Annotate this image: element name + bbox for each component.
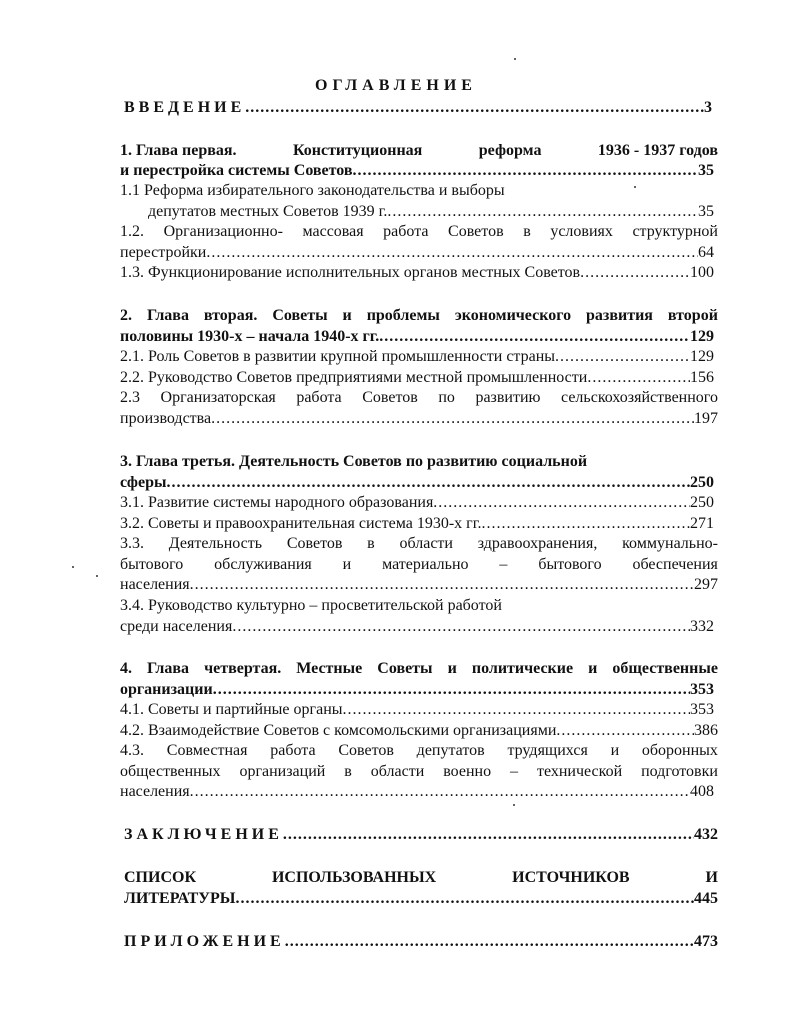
entry-label: ВВЕДЕНИЕ bbox=[124, 99, 246, 116]
word: 1.2. bbox=[120, 223, 144, 240]
word: бытового bbox=[538, 556, 602, 573]
section-4-3-cont2 bbox=[120, 782, 714, 802]
chapter-3-heading: 3. Глава третья. Деятельность Советов по развитию социальной bbox=[120, 453, 588, 470]
word: Деятельность bbox=[168, 535, 263, 552]
heading-word: Местные bbox=[296, 660, 363, 677]
word: – bbox=[499, 556, 508, 573]
word: организаций bbox=[239, 763, 326, 780]
word: в bbox=[523, 223, 531, 240]
heading-word: Советы bbox=[377, 660, 433, 677]
section-3-4: 3.4. Руководство культурно – просветительской работой bbox=[120, 597, 502, 614]
section-1-3 bbox=[120, 263, 714, 283]
word: массовая bbox=[302, 223, 364, 240]
dot-leader bbox=[379, 327, 690, 347]
chapter-1-heading-cont bbox=[120, 161, 714, 181]
heading-word: И bbox=[705, 869, 718, 886]
dot-leader bbox=[283, 825, 694, 845]
word: в bbox=[367, 535, 375, 552]
word: – bbox=[510, 763, 519, 780]
page-number: 353 bbox=[690, 681, 714, 698]
dot-leader bbox=[190, 575, 694, 595]
heading-word: ИСТОЧНИКОВ bbox=[512, 869, 630, 886]
section-3-3-cont2 bbox=[120, 575, 718, 595]
scan-speck bbox=[96, 575, 98, 577]
entry-label: среди населения bbox=[120, 618, 233, 635]
chapter-3-heading-cont bbox=[120, 473, 714, 493]
word: работа bbox=[383, 223, 429, 240]
dot-leader bbox=[343, 700, 691, 720]
word: развитию bbox=[475, 389, 541, 406]
word: военно bbox=[443, 763, 492, 780]
entry-label: 4.2. Взаимодействие Советов с комсомольскими организациями bbox=[120, 722, 557, 739]
section-2-3 bbox=[120, 388, 718, 408]
heading-word: и bbox=[447, 660, 457, 677]
scan-speck bbox=[634, 186, 636, 188]
word: области bbox=[370, 763, 425, 780]
word: материально bbox=[382, 556, 469, 573]
section-3-4-cont bbox=[120, 617, 714, 637]
chapter-2-heading bbox=[120, 306, 718, 326]
entry-label: населения bbox=[120, 576, 190, 593]
section-1-2-cont bbox=[120, 243, 714, 263]
toc-entry-sources-cont bbox=[124, 889, 718, 909]
word: Организаторская bbox=[160, 389, 276, 406]
page-number: 408 bbox=[690, 783, 714, 800]
word: трудящихся bbox=[507, 742, 588, 759]
word: Советов bbox=[448, 223, 504, 240]
page-number: 35 bbox=[698, 162, 714, 179]
page-number: 250 bbox=[690, 494, 714, 511]
heading-word: экономического bbox=[454, 307, 572, 324]
entry-label: половины 1930-х – начала 1940-х гг. bbox=[120, 328, 380, 345]
word: бытового bbox=[120, 556, 184, 573]
entry-label: производства bbox=[120, 410, 212, 427]
page-number: 35 bbox=[698, 203, 714, 220]
dot-leader bbox=[211, 409, 694, 429]
entry-label: 2.2. Руководство Советов предприятиями местной промышленности bbox=[120, 369, 588, 386]
entry-label: ЛИТЕРАТУРЫ bbox=[124, 890, 236, 907]
word: 3.3. bbox=[120, 535, 144, 552]
heading-word: реформа bbox=[478, 142, 542, 159]
chapter-2-heading-cont bbox=[120, 327, 714, 347]
word: работа bbox=[296, 389, 342, 406]
dot-leader bbox=[235, 889, 694, 909]
heading-word: 2. bbox=[120, 307, 132, 324]
page-number: 100 bbox=[690, 264, 714, 281]
scan-speck bbox=[72, 566, 74, 568]
dot-leader bbox=[206, 243, 698, 263]
entry-label: и перестройка системы Советов bbox=[120, 162, 353, 179]
dot-leader bbox=[213, 680, 690, 700]
heading-word: развития bbox=[586, 307, 653, 324]
toc-entry-conclusion bbox=[124, 825, 718, 845]
chapter-1-heading bbox=[120, 141, 718, 161]
entry-label: ПРИЛОЖЕНИЕ bbox=[124, 933, 285, 950]
dot-leader bbox=[587, 368, 690, 388]
toc-entry-sources bbox=[124, 868, 718, 888]
page-number: 271 bbox=[690, 515, 714, 532]
page-number: 445 bbox=[694, 890, 718, 907]
word: Советов bbox=[362, 389, 418, 406]
entry-label: 2.1. Роль Советов в развитии крупной промышленности страны bbox=[120, 348, 556, 365]
entry-label: 3.1. Развитие системы народного образования bbox=[120, 494, 434, 511]
entry-label: населения bbox=[120, 783, 190, 800]
entry-label: ЗАКЛЮЧЕНИЕ bbox=[124, 826, 283, 843]
word: здравоохранения, bbox=[477, 535, 598, 552]
word: технической bbox=[536, 763, 623, 780]
word: Советов bbox=[286, 535, 343, 552]
section-4-2 bbox=[120, 721, 718, 741]
section-2-2 bbox=[120, 368, 714, 388]
word: по bbox=[438, 389, 455, 406]
heading-word: ИСПОЛЬЗОВАННЫХ bbox=[271, 869, 437, 886]
heading-word: четвертая. bbox=[204, 660, 282, 677]
heading-word: Глава bbox=[147, 660, 190, 677]
word: Советов bbox=[338, 742, 394, 759]
word: коммунально- bbox=[622, 535, 718, 552]
word: подготовки bbox=[641, 763, 718, 780]
section-3-1 bbox=[120, 493, 714, 513]
heading-word: политические bbox=[471, 660, 574, 677]
word: Организационно- bbox=[163, 223, 283, 240]
dot-leader bbox=[482, 514, 691, 534]
section-3-3-cont bbox=[120, 555, 718, 575]
page-number: 156 bbox=[690, 369, 714, 386]
section-3-3 bbox=[120, 534, 718, 554]
word: сельскохозяйственного bbox=[561, 389, 718, 406]
dot-leader bbox=[245, 98, 704, 118]
word: условиях bbox=[550, 223, 613, 240]
heading-word: второй bbox=[667, 307, 718, 324]
toc-entry-appendix bbox=[124, 932, 718, 952]
page-number: 197 bbox=[694, 410, 718, 427]
dot-leader bbox=[166, 473, 690, 493]
dot-leader bbox=[353, 161, 698, 181]
page-number: 473 bbox=[694, 933, 718, 950]
word: 4.3. bbox=[120, 742, 144, 759]
dot-leader bbox=[232, 617, 690, 637]
word: и bbox=[610, 742, 620, 759]
section-1-2 bbox=[120, 222, 718, 242]
heading-word: 1936 - 1937 годов bbox=[597, 142, 718, 159]
toc-title: ОГЛАВЛЕНИЕ bbox=[315, 77, 477, 94]
section-4-3-cont bbox=[120, 762, 718, 782]
word: работа bbox=[270, 742, 316, 759]
heading-word: СПИСОК bbox=[124, 869, 197, 886]
page-number: 129 bbox=[690, 348, 714, 365]
dot-leader bbox=[285, 932, 694, 952]
page-number: 353 bbox=[690, 701, 714, 718]
scan-speck bbox=[513, 804, 515, 806]
heading-word: Советы bbox=[272, 307, 328, 324]
word: обеспечения bbox=[632, 556, 718, 573]
page-number: 250 bbox=[690, 474, 714, 491]
dot-leader bbox=[433, 493, 690, 513]
heading-word: Глава bbox=[146, 307, 189, 324]
word: 2.3 bbox=[120, 389, 140, 406]
word: оборонных bbox=[641, 742, 718, 759]
entry-label: организации bbox=[120, 681, 213, 698]
section-3-2 bbox=[120, 514, 714, 534]
word: обслуживания bbox=[214, 556, 312, 573]
heading-word: вторая. bbox=[203, 307, 258, 324]
page-number: 64 bbox=[698, 244, 714, 261]
entry-label: депутатов местных Советов 1939 г. bbox=[148, 203, 388, 220]
dot-leader bbox=[387, 202, 698, 222]
dot-leader bbox=[555, 347, 690, 367]
dot-leader bbox=[580, 263, 690, 283]
entry-label: 1.3. Функционирование исполнительных органов местных Советов bbox=[120, 264, 581, 281]
section-2-1 bbox=[120, 347, 714, 367]
section-4-3 bbox=[120, 741, 718, 761]
heading-word: 1. Глава первая. bbox=[120, 142, 237, 159]
page-number: 129 bbox=[690, 328, 714, 345]
word: структурной bbox=[632, 223, 718, 240]
section-2-3-cont bbox=[120, 409, 718, 429]
page-number: 332 bbox=[690, 618, 714, 635]
word: области bbox=[399, 535, 453, 552]
heading-word: общественные bbox=[612, 660, 718, 677]
entry-label: 4.1. Советы и партийные органы bbox=[120, 701, 343, 718]
section-1-1-cont bbox=[148, 202, 714, 222]
word: депутатов bbox=[416, 742, 485, 759]
heading-word: 4. bbox=[120, 660, 132, 677]
section-1-1: 1.1 Реформа избирательного законодательства и выборы bbox=[120, 182, 505, 199]
entry-label: перестройки bbox=[120, 244, 207, 261]
dot-leader bbox=[190, 782, 690, 802]
scan-speck bbox=[514, 58, 516, 60]
dot-leader bbox=[556, 721, 694, 741]
word: общественных bbox=[120, 763, 221, 780]
heading-word: и bbox=[588, 660, 598, 677]
entry-label: 3.2. Советы и правоохранительная система 1930-х гг. bbox=[120, 515, 482, 532]
chapter-4-heading-cont bbox=[120, 680, 714, 700]
entry-label: сферы bbox=[120, 474, 167, 491]
page-number: 3 bbox=[704, 99, 712, 116]
heading-word: Конституционная bbox=[292, 142, 423, 159]
word: в bbox=[344, 763, 352, 780]
page-number: 386 bbox=[694, 722, 718, 739]
word: и bbox=[342, 556, 352, 573]
page-number: 297 bbox=[694, 576, 718, 593]
heading-word: проблемы bbox=[366, 307, 440, 324]
chapter-4-heading bbox=[120, 659, 718, 679]
section-4-1 bbox=[120, 700, 714, 720]
page-number: 432 bbox=[694, 826, 718, 843]
toc-entry-intro bbox=[124, 98, 712, 118]
heading-word: и bbox=[342, 307, 352, 324]
word: Совместная bbox=[166, 742, 248, 759]
